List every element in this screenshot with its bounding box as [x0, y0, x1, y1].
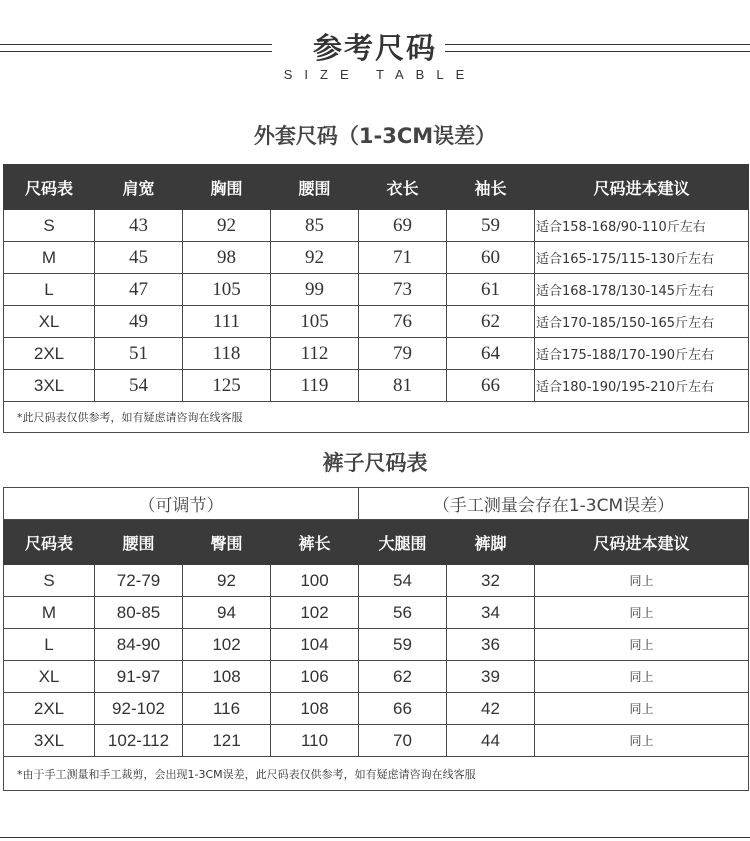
advice-cell: 适合175-188/170-190斤左右	[535, 338, 749, 370]
pants-col-thigh: 大腿围	[359, 520, 447, 565]
pants-col-hem: 裤脚	[447, 520, 535, 565]
size-cell: L	[4, 274, 95, 306]
thigh-cell: 56	[359, 597, 447, 629]
advice-cell: 适合165-175/115-130斤左右	[535, 242, 749, 274]
waist-cell: 119	[271, 370, 359, 402]
length-cell: 102	[271, 597, 359, 629]
advice-cell: 同上	[535, 693, 749, 725]
sleeve-cell: 66	[447, 370, 535, 402]
shoulder-cell: 45	[95, 242, 183, 274]
waist-cell: 105	[271, 306, 359, 338]
waist-cell: 92-102	[95, 693, 183, 725]
bottom-divider	[0, 837, 750, 838]
length-cell: 71	[359, 242, 447, 274]
advice-cell: 适合180-190/195-210斤左右	[535, 370, 749, 402]
chest-cell: 118	[183, 338, 271, 370]
jacket-col-shoulder: 肩宽	[95, 165, 183, 210]
advice-cell: 同上	[535, 629, 749, 661]
length-cell: 104	[271, 629, 359, 661]
pants-group-row	[4, 488, 749, 520]
waist-cell: 92	[271, 242, 359, 274]
table-row	[4, 242, 749, 274]
length-cell: 110	[271, 725, 359, 757]
length-cell: 108	[271, 693, 359, 725]
shoulder-cell: 49	[95, 306, 183, 338]
page-header	[0, 0, 750, 95]
jacket-header-row	[4, 165, 749, 210]
pants-note-row	[4, 757, 749, 791]
length-cell: 106	[271, 661, 359, 693]
hem-cell: 34	[447, 597, 535, 629]
sleeve-cell: 64	[447, 338, 535, 370]
chest-cell: 125	[183, 370, 271, 402]
thigh-cell: 59	[359, 629, 447, 661]
advice-cell: 适合158-168/90-110斤左右	[535, 210, 749, 242]
length-cell: 79	[359, 338, 447, 370]
waist-cell: 91-97	[95, 661, 183, 693]
thigh-cell: 62	[359, 661, 447, 693]
shoulder-cell: 47	[95, 274, 183, 306]
size-cell: S	[4, 210, 95, 242]
jacket-col-length: 衣长	[359, 165, 447, 210]
shoulder-cell: 43	[95, 210, 183, 242]
shoulder-cell: 54	[95, 370, 183, 402]
sleeve-cell: 62	[447, 306, 535, 338]
advice-cell: 同上	[535, 725, 749, 757]
hip-cell: 102	[183, 629, 271, 661]
advice-cell: 同上	[535, 661, 749, 693]
waist-cell: 72-79	[95, 565, 183, 597]
jacket-section-title: 外套尺码（1-3CM误差）	[253, 124, 497, 148]
waist-cell: 85	[271, 210, 359, 242]
thigh-cell: 54	[359, 565, 447, 597]
jacket-col-sleeve: 袖长	[447, 165, 535, 210]
pants-col-length: 裤长	[271, 520, 359, 565]
jacket-col-chest: 胸围	[183, 165, 271, 210]
hip-cell: 94	[183, 597, 271, 629]
pants-col-size: 尺码表	[4, 520, 95, 565]
table-row	[4, 274, 749, 306]
table-row	[4, 629, 749, 661]
chest-cell: 105	[183, 274, 271, 306]
jacket-size-table	[3, 164, 749, 433]
page-subtitle: SIZE TABLE	[283, 67, 477, 82]
pants-note: *由于手工测量和手工裁剪，会出现1-3CM误差，此尺码表仅供参考，如有疑虑请咨询在线客服	[4, 757, 749, 791]
length-cell: 100	[271, 565, 359, 597]
jacket-note-row	[4, 402, 749, 433]
pants-col-hip: 臀围	[183, 520, 271, 565]
hem-cell: 44	[447, 725, 535, 757]
hip-cell: 121	[183, 725, 271, 757]
table-row	[4, 725, 749, 757]
page-title: 参考尺码	[312, 31, 437, 65]
hem-cell: 32	[447, 565, 535, 597]
size-cell: M	[4, 242, 95, 274]
table-row	[4, 370, 749, 402]
table-row	[4, 338, 749, 370]
hip-cell: 108	[183, 661, 271, 693]
hem-cell: 42	[447, 693, 535, 725]
shoulder-cell: 51	[95, 338, 183, 370]
table-row	[4, 597, 749, 629]
sleeve-cell: 60	[447, 242, 535, 274]
table-row	[4, 693, 749, 725]
length-cell: 76	[359, 306, 447, 338]
adjustable-group-label: （可调节）	[4, 488, 359, 520]
pants-col-advice: 尺码进本建议	[535, 520, 749, 565]
waist-cell: 112	[271, 338, 359, 370]
hip-cell: 92	[183, 565, 271, 597]
pants-header-row	[4, 520, 749, 565]
advice-cell: 适合168-178/130-145斤左右	[535, 274, 749, 306]
thigh-cell: 70	[359, 725, 447, 757]
pants-col-waist: 腰围	[95, 520, 183, 565]
length-cell: 69	[359, 210, 447, 242]
table-row	[4, 565, 749, 597]
length-cell: 73	[359, 274, 447, 306]
jacket-col-waist: 腰围	[271, 165, 359, 210]
size-cell: 2XL	[4, 693, 95, 725]
chest-cell: 98	[183, 242, 271, 274]
chest-cell: 92	[183, 210, 271, 242]
waist-cell: 99	[271, 274, 359, 306]
sleeve-cell: 59	[447, 210, 535, 242]
table-row	[4, 210, 749, 242]
thigh-cell: 66	[359, 693, 447, 725]
waist-cell: 102-112	[95, 725, 183, 757]
jacket-col-size: 尺码表	[4, 165, 95, 210]
size-cell: L	[4, 629, 95, 661]
chest-cell: 111	[183, 306, 271, 338]
size-cell: 3XL	[4, 370, 95, 402]
hip-cell: 116	[183, 693, 271, 725]
table-row	[4, 661, 749, 693]
hem-cell: 36	[447, 629, 535, 661]
size-cell: XL	[4, 661, 95, 693]
size-cell: S	[4, 565, 95, 597]
table-row	[4, 306, 749, 338]
measurement-error-group-label: （手工测量会存在1-3CM误差）	[359, 488, 749, 520]
hem-cell: 39	[447, 661, 535, 693]
size-cell: M	[4, 597, 95, 629]
jacket-col-advice: 尺码进本建议	[535, 165, 749, 210]
sleeve-cell: 61	[447, 274, 535, 306]
pants-size-table	[3, 487, 749, 791]
advice-cell: 同上	[535, 597, 749, 629]
jacket-note: *此尺码表仅供参考，如有疑虑请咨询在线客服	[4, 402, 749, 433]
pants-section-title: 裤子尺码表	[322, 451, 428, 475]
size-cell: 3XL	[4, 725, 95, 757]
advice-cell: 适合170-185/150-165斤左右	[535, 306, 749, 338]
waist-cell: 80-85	[95, 597, 183, 629]
size-cell: 2XL	[4, 338, 95, 370]
advice-cell: 同上	[535, 565, 749, 597]
waist-cell: 84-90	[95, 629, 183, 661]
length-cell: 81	[359, 370, 447, 402]
size-cell: XL	[4, 306, 95, 338]
